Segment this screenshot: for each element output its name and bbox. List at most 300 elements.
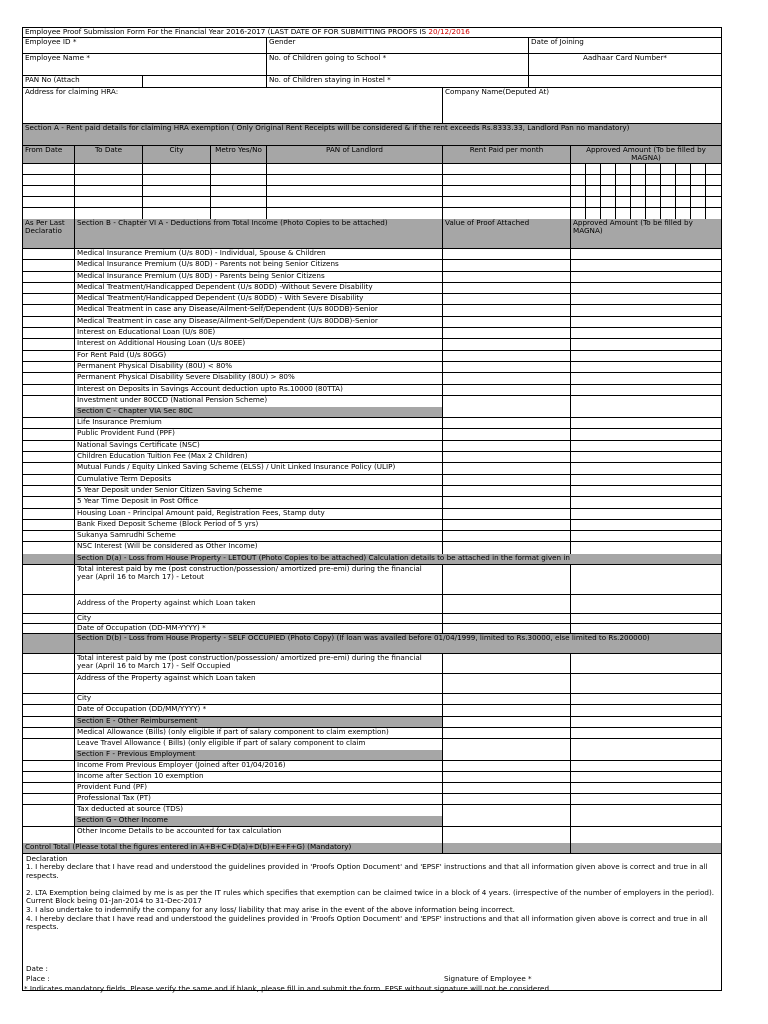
section-f-row — [23, 783, 721, 794]
section-c-last-declared[interactable] — [23, 452, 75, 462]
section-b-proof-value[interactable] — [443, 272, 571, 282]
section-c-approved-value[interactable] — [571, 418, 721, 428]
digit-box[interactable] — [631, 175, 646, 185]
section-b-last-declared[interactable] — [23, 328, 75, 338]
digit-box[interactable] — [706, 208, 721, 219]
control-total-value[interactable] — [443, 843, 571, 853]
digit-box[interactable] — [676, 208, 691, 219]
section-f-item-label: Income after Section 10 exemption — [75, 772, 443, 782]
blank-cell — [443, 816, 571, 826]
section-b-approved-value[interactable] — [571, 249, 721, 259]
blank-cell — [23, 717, 75, 727]
blank-cell — [571, 816, 721, 826]
rent-approved-cell[interactable] — [571, 208, 721, 219]
da-interest-label: Total interest paid by me (post construction/possession/ amortized pre-emi) during the financial year (April 16 to March 17) - Letout — [75, 565, 443, 594]
rent-cell[interactable] — [75, 197, 143, 207]
rent-cell[interactable] — [23, 175, 75, 185]
section-b-proof-value[interactable] — [443, 283, 571, 293]
rent-cell[interactable] — [443, 197, 571, 207]
section-b-last-declared[interactable] — [23, 305, 75, 315]
section-f-last-declared[interactable] — [23, 772, 75, 782]
section-b-item-label: Interest on Deposits in Savings Account deduction upto Rs.10000 (80TTA) — [75, 385, 443, 395]
section-da-title: Section D(a) - Loss from House Property - LETOUT (Photo Copies to be attached) Calculation details to be attached in the format given in — [77, 553, 570, 562]
section-e-last-declared[interactable] — [23, 739, 75, 750]
digit-box[interactable] — [586, 175, 601, 185]
blank-cell — [23, 614, 75, 623]
form-title-row — [23, 28, 721, 38]
digit-box[interactable] — [706, 197, 721, 207]
digit-box[interactable] — [571, 197, 586, 207]
rent-cell[interactable] — [211, 208, 267, 219]
section-b-last-declared[interactable] — [23, 249, 75, 259]
section-b-last-declared[interactable] — [23, 260, 75, 270]
rent-cell[interactable] — [75, 186, 143, 196]
da-city-value[interactable] — [443, 614, 571, 623]
digit-box[interactable] — [631, 164, 646, 174]
children-school-label: No. of Children going to School * — [267, 54, 529, 75]
section-c-approved-value[interactable] — [571, 497, 721, 507]
digit-box[interactable] — [601, 208, 616, 219]
rent-cell[interactable] — [23, 186, 75, 196]
blank-cell — [23, 654, 75, 673]
section-b-proof-value[interactable] — [443, 294, 571, 304]
digit-box[interactable] — [661, 175, 676, 185]
section-b-item-label: Interest on Educational Loan (U/s 80E) — [75, 328, 443, 338]
rent-row — [23, 175, 721, 186]
section-b-last-declared[interactable] — [23, 396, 75, 407]
section-c-row — [23, 520, 721, 531]
section-c-proof-value[interactable] — [443, 429, 571, 439]
rent-cell[interactable] — [443, 164, 571, 174]
section-b-approved-value[interactable] — [571, 328, 721, 338]
section-b-proof-value[interactable] — [443, 305, 571, 315]
section-e-last-declared[interactable] — [23, 728, 75, 738]
section-c-last-declared[interactable] — [23, 486, 75, 496]
section-c-row — [23, 429, 721, 440]
section-c-last-declared[interactable] — [23, 429, 75, 439]
section-c-proof-value[interactable] — [443, 486, 571, 496]
da-interest-value[interactable] — [443, 565, 571, 594]
section-b-row — [23, 373, 721, 384]
db-date-value[interactable] — [443, 705, 571, 716]
digit-box[interactable] — [661, 186, 676, 196]
rent-cell[interactable] — [443, 186, 571, 196]
section-b-last-declared[interactable] — [23, 339, 75, 349]
section-c-last-declared[interactable] — [23, 475, 75, 485]
section-c-approved-value[interactable] — [571, 463, 721, 473]
digit-box[interactable] — [586, 186, 601, 196]
section-c-item-label: 5 Year Time Deposit in Post Office — [75, 497, 443, 507]
da-date-value[interactable] — [443, 624, 571, 633]
digit-box[interactable] — [631, 208, 646, 219]
section-c-proof-value[interactable] — [443, 418, 571, 428]
section-da-interest-row — [23, 565, 721, 595]
section-c-last-declared[interactable] — [23, 531, 75, 541]
rent-cell[interactable] — [143, 197, 211, 207]
section-c-last-declared[interactable] — [23, 497, 75, 507]
digit-box[interactable] — [706, 186, 721, 196]
section-b-row — [23, 305, 721, 316]
section-e-proof-value[interactable] — [443, 739, 571, 750]
section-c-approved-value[interactable] — [571, 441, 721, 451]
digit-box[interactable] — [616, 186, 631, 196]
section-f-item-label: Professional Tax (PT) — [75, 794, 443, 804]
section-c-last-declared[interactable] — [23, 463, 75, 473]
section-b-item-label: Medical Insurance Premium (U/s 80D) - Individual, Spouse & Children — [75, 249, 443, 259]
da-address-value[interactable] — [443, 595, 571, 613]
section-c-item-label: Bank Fixed Deposit Scheme (Block Period of 5 yrs) — [75, 520, 443, 530]
section-b-item-label: Permanent Physical Disability Severe Disability (80U) > 80% — [75, 373, 443, 383]
rent-cell[interactable] — [211, 197, 267, 207]
db-address-value[interactable] — [443, 674, 571, 693]
section-c-approved-value[interactable] — [571, 520, 721, 530]
section-f-last-declared[interactable] — [23, 761, 75, 771]
section-a-title: Section A - Rent paid details for claiming HRA exemption ( Only Original Rent Receipts will be considered & if the rent exceeds Rs.8333.33, Landlord Pan no mandatory) — [25, 124, 630, 132]
rent-cell[interactable] — [75, 175, 143, 185]
blank-cell — [23, 595, 75, 613]
db-city-value[interactable] — [443, 694, 571, 704]
db-interest-value[interactable] — [443, 654, 571, 673]
section-b-row — [23, 328, 721, 339]
section-c-proof-value[interactable] — [443, 542, 571, 553]
digit-box[interactable] — [631, 186, 646, 196]
section-c-header — [23, 407, 721, 418]
blank-cell — [571, 407, 721, 417]
section-db-header — [23, 634, 721, 654]
section-c-proof-value[interactable] — [443, 497, 571, 507]
section-f-proof-value[interactable] — [443, 772, 571, 782]
digit-box[interactable] — [661, 197, 676, 207]
blank-cell — [23, 407, 75, 417]
section-b-proof-value[interactable] — [443, 396, 571, 407]
section-f-row — [23, 794, 721, 805]
section-b-last-declared[interactable] — [23, 272, 75, 282]
date-of-joining-label: Date of Joining — [531, 38, 584, 46]
section-c-last-declared[interactable] — [23, 509, 75, 519]
section-b-approved-value[interactable] — [571, 260, 721, 270]
section-c-item-label: National Savings Certificate (NSC) — [75, 441, 443, 451]
section-b-proof-value[interactable] — [443, 362, 571, 372]
section-b-last-declared[interactable] — [23, 283, 75, 293]
col-value-of-proof: Value of Proof Attached — [443, 219, 571, 248]
section-f-last-declared[interactable] — [23, 805, 75, 816]
section-f-approved-value[interactable] — [571, 772, 721, 782]
section-b-proof-value[interactable] — [443, 385, 571, 395]
digit-box[interactable] — [691, 186, 706, 196]
section-f-proof-value[interactable] — [443, 783, 571, 793]
declaration-point-4: 4. I hereby declare that I have read and understood the guidelines provided in 'Proofs Option Document' and 'EPSF' instructions and that all information given above is correct and true in all respects. — [26, 913, 708, 932]
declaration-heading: Declaration — [26, 853, 68, 863]
blank-cell — [23, 750, 75, 760]
rent-cell[interactable] — [267, 164, 443, 174]
section-b-last-declared[interactable] — [23, 373, 75, 383]
declaration-point-1: 1. I hereby declare that I have read and understood the guidelines provided in 'Proofs Option Document' and 'EPSF' instructions and that all information given above is correct and true in all respects. — [26, 862, 708, 880]
rent-approved-cell[interactable] — [571, 164, 721, 174]
section-g-proof-value[interactable] — [443, 827, 571, 843]
section-db-interest-row — [23, 654, 721, 674]
section-f-approved-value[interactable] — [571, 805, 721, 816]
section-c-proof-value[interactable] — [443, 509, 571, 519]
section-b-proof-value[interactable] — [443, 249, 571, 259]
rent-cell[interactable] — [211, 186, 267, 196]
digit-box[interactable] — [706, 175, 721, 185]
digit-box[interactable] — [646, 175, 661, 185]
section-f-approved-value[interactable] — [571, 761, 721, 771]
digit-box[interactable] — [691, 197, 706, 207]
control-total-approved[interactable] — [571, 843, 721, 853]
digit-box[interactable] — [601, 175, 616, 185]
section-b-row — [23, 260, 721, 271]
section-e-item-label: Medical Allowance (Bills) (only eligible if part of salary component to claim exemption) — [75, 728, 443, 738]
gender-label: Gender — [267, 38, 529, 53]
section-c-row — [23, 509, 721, 520]
section-c-approved-value[interactable] — [571, 429, 721, 439]
col-approved-amount: Approved Amount (To be filled by MAGNA) — [586, 146, 706, 163]
section-e-row — [23, 739, 721, 750]
info-row-1 — [23, 38, 721, 54]
section-b-approved-value[interactable] — [571, 362, 721, 372]
digit-box[interactable] — [571, 164, 586, 174]
rent-cell[interactable] — [443, 208, 571, 219]
blank-cell — [571, 614, 721, 623]
section-b-approved-value[interactable] — [571, 385, 721, 395]
section-c-approved-value[interactable] — [571, 486, 721, 496]
digit-box[interactable] — [601, 186, 616, 196]
db-date-label: Date of Occupation (DD/MM/YYYY) * — [75, 705, 443, 716]
blank-cell — [443, 717, 571, 727]
declaration-block — [23, 853, 721, 993]
rent-cell[interactable] — [23, 164, 75, 174]
digit-box[interactable] — [586, 208, 601, 219]
digit-box[interactable] — [586, 197, 601, 207]
digit-box[interactable] — [646, 208, 661, 219]
digit-box[interactable] — [676, 186, 691, 196]
section-b-approved-value[interactable] — [571, 272, 721, 282]
section-e-approved-value[interactable] — [571, 728, 721, 738]
section-b-proof-value[interactable] — [443, 260, 571, 270]
section-b-row — [23, 272, 721, 283]
section-c-proof-value[interactable] — [443, 452, 571, 462]
digit-box[interactable] — [646, 197, 661, 207]
section-c-item-label: Life Insurance Premium — [75, 418, 443, 428]
rent-cell[interactable] — [143, 208, 211, 219]
section-b-approved-value[interactable] — [571, 317, 721, 327]
rent-cell[interactable] — [75, 208, 143, 219]
section-c-approved-value[interactable] — [571, 475, 721, 485]
rent-approved-cell[interactable] — [571, 197, 721, 207]
section-b-proof-value[interactable] — [443, 351, 571, 361]
section-c-approved-value[interactable] — [571, 509, 721, 519]
section-e-approved-value[interactable] — [571, 739, 721, 750]
blank-cell — [23, 634, 75, 653]
blank-cell — [571, 674, 721, 693]
section-c-approved-value[interactable] — [571, 542, 721, 553]
section-c-row — [23, 531, 721, 542]
section-b-row — [23, 317, 721, 328]
section-b-approved-value[interactable] — [571, 351, 721, 361]
da-city-label: City — [75, 614, 443, 623]
rent-cell[interactable] — [443, 175, 571, 185]
digit-box[interactable] — [616, 208, 631, 219]
section-g-last-declared[interactable] — [23, 827, 75, 843]
blank-cell — [23, 565, 75, 594]
digit-box[interactable] — [676, 164, 691, 174]
section-b-approved-value[interactable] — [571, 294, 721, 304]
section-c-proof-value[interactable] — [443, 520, 571, 530]
section-b-last-declared[interactable] — [23, 317, 75, 327]
rent-cell[interactable] — [267, 197, 443, 207]
section-f-proof-value[interactable] — [443, 794, 571, 804]
digit-box[interactable] — [706, 164, 721, 174]
section-b-item-label: Medical Treatment in case any Disease/Ailment-Self/Dependent (U/s 80DDB)-Senior — [75, 317, 443, 327]
info-row-3 — [23, 76, 721, 88]
da-interest-approved[interactable] — [571, 565, 721, 594]
pan-value[interactable] — [143, 76, 267, 87]
section-e-item-label: Leave Travel Allowance ( Bills) (only eligible if part of salary component to claim — [75, 739, 443, 750]
rent-cell[interactable] — [267, 208, 443, 219]
digit-box[interactable] — [646, 186, 661, 196]
db-interest-label: Total interest paid by me (post construction/possession/ amortized pre-emi) during the financial year (April 16 to March 17) - Self Occupied — [75, 654, 443, 673]
section-b-approved-value[interactable] — [571, 373, 721, 383]
db-interest-approved[interactable] — [571, 654, 721, 673]
rent-cell[interactable] — [143, 186, 211, 196]
section-c-proof-value[interactable] — [443, 475, 571, 485]
digit-box[interactable] — [571, 186, 586, 196]
section-b-item-label: For Rent Paid (U/s 80GG) — [75, 351, 443, 361]
digit-box[interactable] — [586, 164, 601, 174]
digit-box[interactable] — [691, 208, 706, 219]
address-hra-label: Address for claiming HRA: — [23, 88, 443, 123]
section-f-proof-value[interactable] — [443, 805, 571, 816]
section-f-last-declared[interactable] — [23, 794, 75, 804]
employee-name-label: Employee Name * — [23, 54, 267, 75]
section-g-approved-value[interactable] — [571, 827, 721, 843]
section-c-last-declared[interactable] — [23, 542, 75, 553]
rent-cell[interactable] — [267, 175, 443, 185]
digit-box[interactable] — [571, 175, 586, 185]
rent-approved-cell[interactable] — [571, 175, 721, 185]
digit-box[interactable] — [616, 164, 631, 174]
section-c-proof-value[interactable] — [443, 463, 571, 473]
digit-box[interactable] — [601, 164, 616, 174]
rent-cell[interactable] — [143, 175, 211, 185]
db-city-label: City — [75, 694, 443, 704]
digit-box[interactable] — [676, 175, 691, 185]
section-c-row — [23, 486, 721, 497]
section-c-approved-value[interactable] — [571, 452, 721, 462]
section-b-rows — [23, 249, 721, 407]
section-b-last-declared[interactable] — [23, 385, 75, 395]
section-b-header — [23, 219, 721, 249]
section-c-item-label: Mutual Funds / Equity Linked Saving Scheme (ELSS) / Unit Linked Insurance Policy (ULIP) — [75, 463, 443, 473]
pan-label: PAN No (Attach — [23, 76, 143, 87]
digit-box[interactable] — [691, 175, 706, 185]
company-name-label: Company Name(Deputed At) — [445, 88, 550, 96]
section-c-row — [23, 418, 721, 429]
section-c-last-declared[interactable] — [23, 418, 75, 428]
blank-cell — [443, 407, 571, 417]
section-c-approved-value[interactable] — [571, 531, 721, 541]
digit-box[interactable] — [646, 164, 661, 174]
section-f-rows — [23, 761, 721, 816]
section-b-approved-value[interactable] — [571, 283, 721, 293]
section-b-proof-value[interactable] — [443, 373, 571, 383]
section-c-title: Section C - Chapter VIA Sec 80C — [75, 407, 443, 417]
col-city: City — [143, 146, 211, 163]
digit-box[interactable] — [616, 175, 631, 185]
section-c-last-declared[interactable] — [23, 520, 75, 530]
section-f-item-label: Provident Fund (PF) — [75, 783, 443, 793]
section-f-last-declared[interactable] — [23, 783, 75, 793]
digit-box[interactable] — [691, 164, 706, 174]
section-b-proof-value[interactable] — [443, 317, 571, 327]
section-g-row — [23, 827, 721, 843]
rent-row — [23, 197, 721, 208]
digit-box[interactable] — [661, 164, 676, 174]
section-b-approved-value[interactable] — [571, 396, 721, 407]
rent-row — [23, 164, 721, 175]
rent-cell[interactable] — [211, 164, 267, 174]
children-hostel-value[interactable] — [529, 76, 721, 87]
digit-box[interactable] — [631, 197, 646, 207]
section-b-row — [23, 283, 721, 294]
rent-cell[interactable] — [75, 164, 143, 174]
blank-cell — [571, 717, 721, 727]
section-f-approved-value[interactable] — [571, 794, 721, 804]
rent-cell[interactable] — [267, 186, 443, 196]
aadhaar-label: Aadhaar Card Number* — [582, 54, 668, 62]
section-b-last-declared[interactable] — [23, 294, 75, 304]
section-f-approved-value[interactable] — [571, 783, 721, 793]
section-c-proof-value[interactable] — [443, 441, 571, 451]
section-e-proof-value[interactable] — [443, 728, 571, 738]
rent-cell[interactable] — [23, 208, 75, 219]
section-b-proof-value[interactable] — [443, 339, 571, 349]
section-db-title: Section D(b) - Loss from House Property - SELF OCCUPIED (Photo Copy) (If loan was availed before 01/04/1999, limited to Rs.30000, else limited to Rs.200000) — [77, 633, 650, 642]
section-b-row — [23, 385, 721, 396]
blank-cell — [571, 694, 721, 704]
digit-box[interactable] — [661, 208, 676, 219]
section-b-item-label: Permanent Physical Disability (80U) < 80% — [75, 362, 443, 372]
rent-approved-cell[interactable] — [571, 186, 721, 196]
db-address-label: Address of the Property against which Loan taken — [75, 674, 443, 693]
section-c-last-declared[interactable] — [23, 441, 75, 451]
section-b-approved-value[interactable] — [571, 339, 721, 349]
section-b-last-declared[interactable] — [23, 351, 75, 361]
digit-box[interactable] — [601, 197, 616, 207]
section-c-proof-value[interactable] — [443, 531, 571, 541]
digit-box[interactable] — [676, 197, 691, 207]
section-f-proof-value[interactable] — [443, 761, 571, 771]
col-as-per-last-declaration: As Per Last Declaratio — [23, 219, 75, 248]
digit-box[interactable] — [616, 197, 631, 207]
section-db-city-row — [23, 694, 721, 705]
section-e-header — [23, 717, 721, 728]
rent-cell[interactable] — [143, 164, 211, 174]
section-c-row — [23, 463, 721, 474]
rent-cell[interactable] — [211, 175, 267, 185]
section-b-approved-value[interactable] — [571, 305, 721, 315]
section-b-last-declared[interactable] — [23, 362, 75, 372]
section-g-rows — [23, 827, 721, 843]
section-db-date-row — [23, 705, 721, 717]
section-b-proof-value[interactable] — [443, 328, 571, 338]
section-c-row — [23, 475, 721, 486]
col-approved-amount-b: Approved Amount (To be filled by MAGNA) — [573, 219, 693, 236]
col-from-date: From Date — [23, 146, 75, 163]
rent-cell[interactable] — [23, 197, 75, 207]
digit-box[interactable] — [571, 208, 586, 219]
